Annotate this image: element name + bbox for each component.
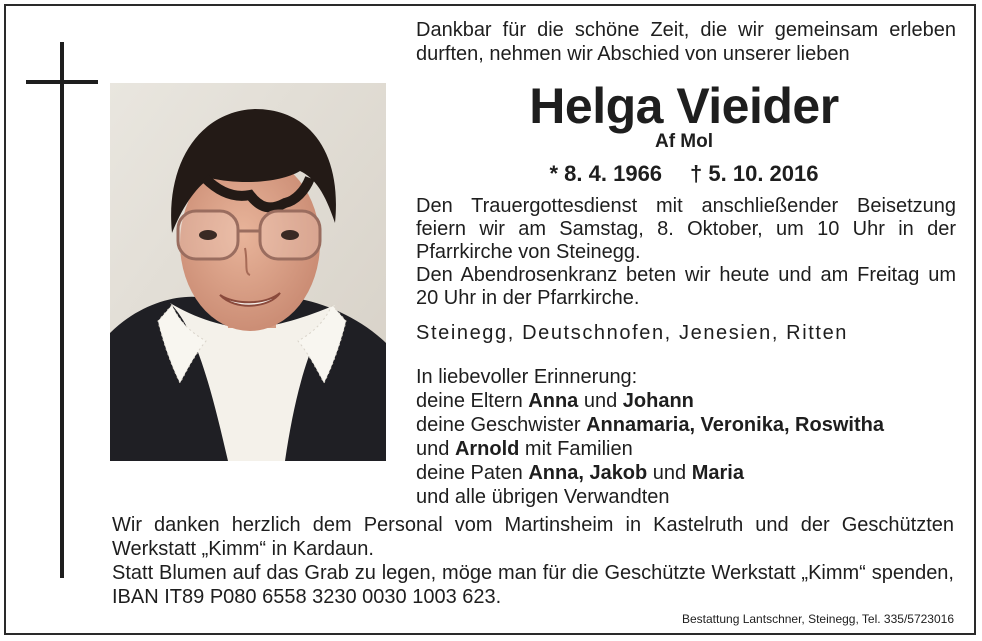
deceased-name: Helga Vieider xyxy=(529,78,839,134)
relatives-line: und alle übrigen Verwandten xyxy=(416,486,670,508)
deceased-nickname: Af Mol xyxy=(654,131,714,152)
places-line: Steinegg, Deutschnofen, Jenesien, Ritten xyxy=(416,322,849,344)
parent-name: Anna xyxy=(528,390,579,412)
mourners-list xyxy=(416,365,966,509)
funeral-service-info xyxy=(416,195,956,310)
siblings-line-2: und Arnold mit Familien xyxy=(416,438,633,460)
parent-name: Johann xyxy=(622,390,694,412)
birth-date: * 8. 4. 1966 xyxy=(549,161,663,186)
thanks-text: Wir danken herzlich dem Personal vom Martinsheim in Kastelruth und der Geschützten Werkstatt „Kimm“ in Kardaun. xyxy=(112,514,954,560)
cross-horizontal-bar xyxy=(26,80,98,84)
godparent-name: Maria xyxy=(691,462,744,484)
donation-text: Statt Blumen auf das Grab zu legen, möge man für die Geschützte Werkstatt „Kimm“ spenden, IBAN IT89 P080 6558 3230 0030 1003 623. xyxy=(112,562,954,608)
cross-vertical-bar xyxy=(60,42,64,578)
godparent-names: Anna, Jakob xyxy=(528,462,648,484)
death-date: † 5. 10. 2016 xyxy=(690,161,819,186)
intro-text: Dankbar für die schöne Zeit, die wir gemeinsam erleben durften, nehmen wir Abschied von unserer lieben xyxy=(416,19,956,65)
funeral-mass-text: Den Trauergottesdienst mit anschließender Beisetzung feiern wir am Samstag, 8. Oktober, um 10 Uhr in der Pfarrkirche von Steinegg. xyxy=(416,195,956,263)
siblings-line: deine Geschwister Annamaria, Veronika, Roswitha xyxy=(416,414,884,436)
memory-heading: In liebevoller Erinnerung: xyxy=(416,366,638,388)
sibling-names: Annamaria, Veronika, Roswitha xyxy=(586,414,884,436)
portrait-photo xyxy=(110,83,386,461)
parents-line: deine Eltern Anna und Johann xyxy=(416,390,694,412)
undertaker-credit: Bestattung Lantschner, Steinegg, Tel. 335/5723016 xyxy=(682,612,954,626)
thanks-section xyxy=(112,513,954,609)
rosary-text: Den Abendrosenkranz beten wir heute und am Freitag um 20 Uhr in der Pfarrkirche. xyxy=(416,264,956,309)
sibling-name: Arnold xyxy=(454,438,520,460)
godparents-line: deine Paten Anna, Jakob und Maria xyxy=(416,462,744,484)
life-dates xyxy=(400,161,968,187)
